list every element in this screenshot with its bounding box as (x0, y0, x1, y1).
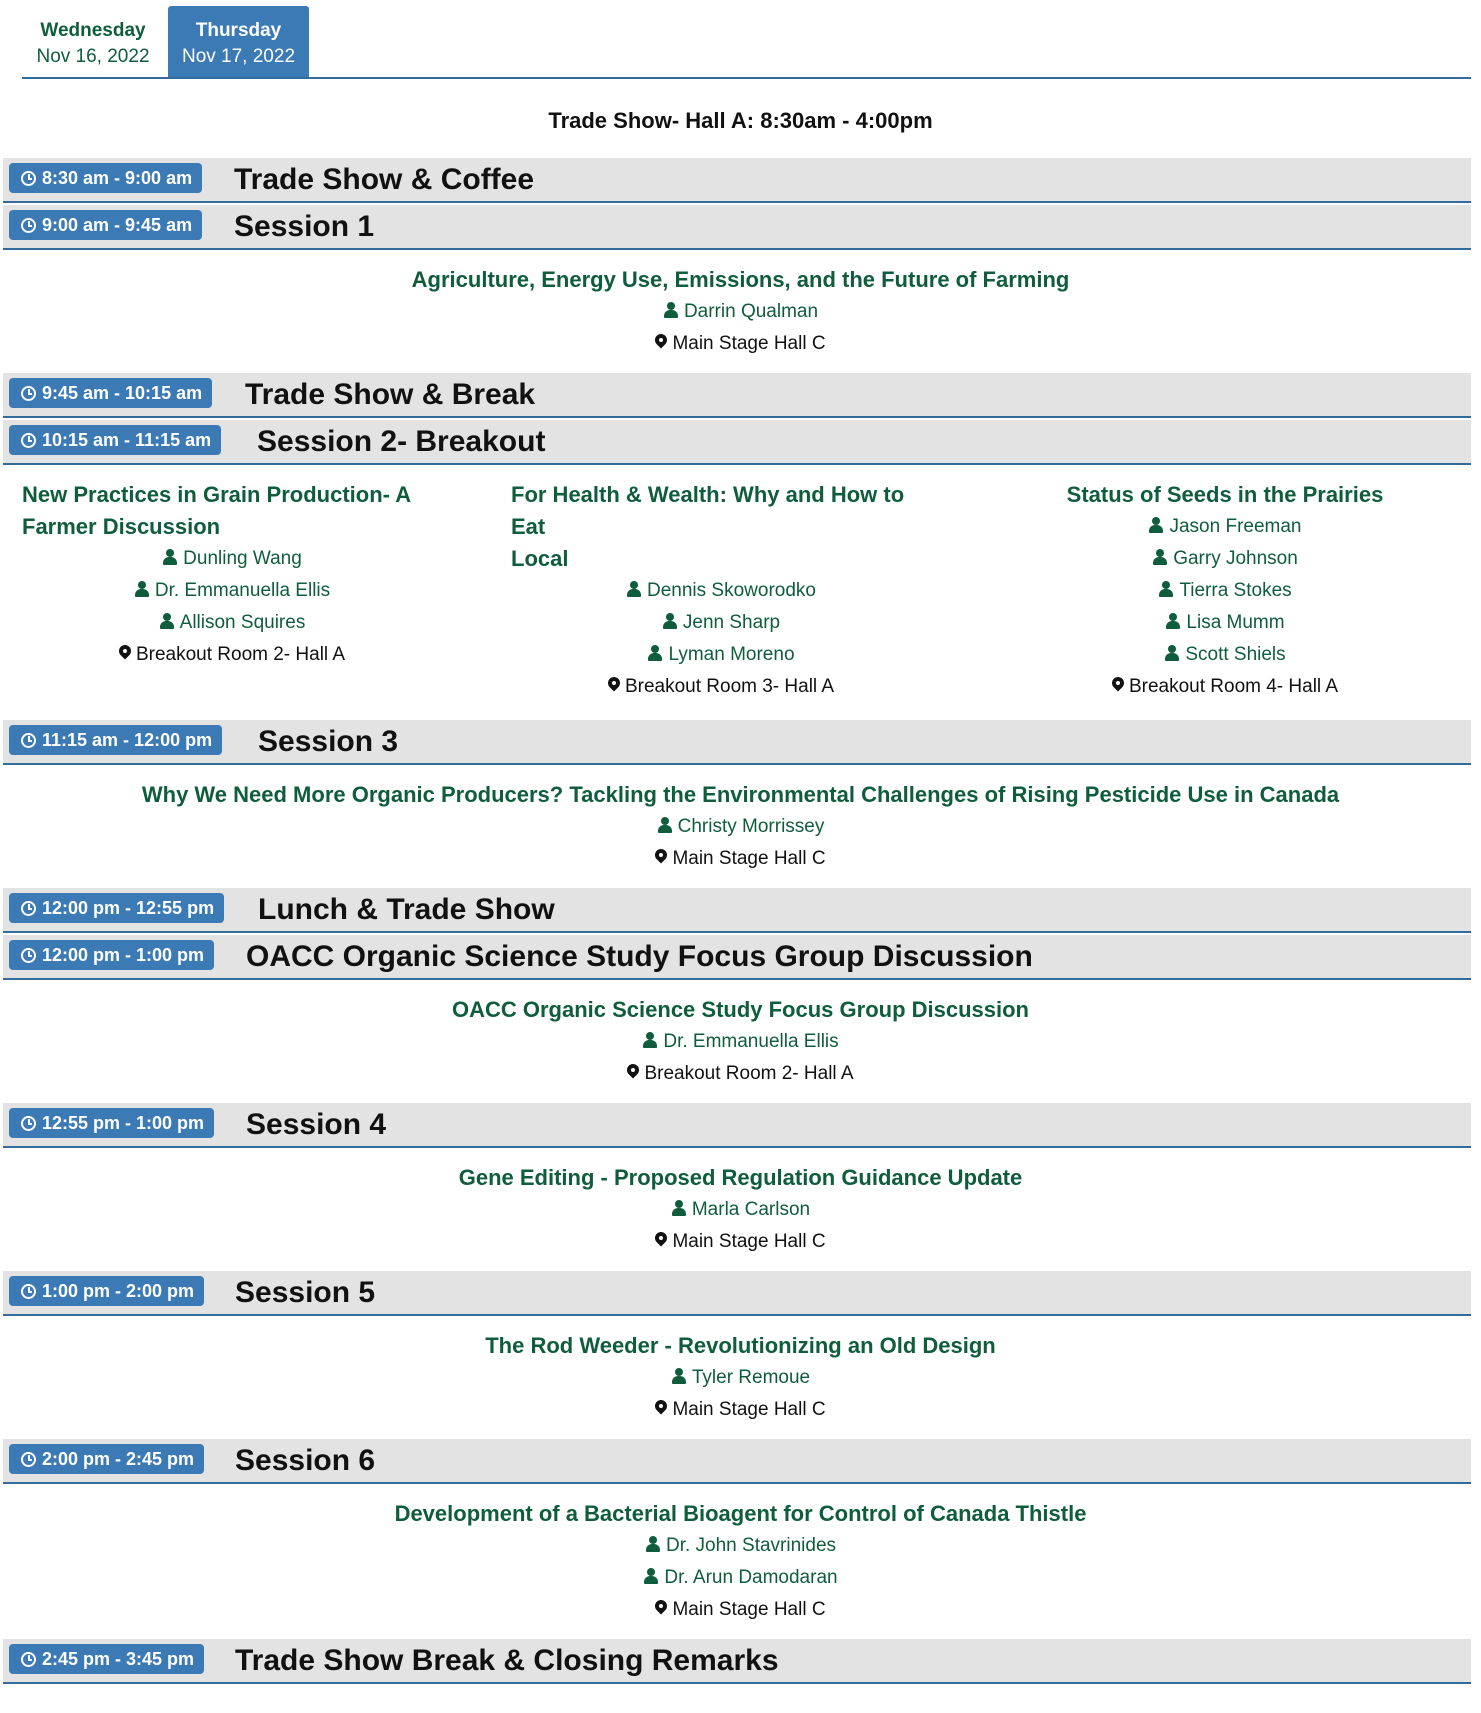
location-name: Breakout Room 4- Hall A (1128, 676, 1339, 697)
time-badge (9, 1444, 204, 1474)
speaker-name: Allison Squires (179, 612, 306, 633)
time-label: 9:00 am - 9:45 am (42, 215, 193, 235)
time-badge (9, 1644, 204, 1674)
user-icon (657, 817, 673, 833)
map-pin-icon (1112, 677, 1124, 693)
location (0, 328, 1481, 360)
location (0, 1226, 1481, 1258)
time-label: 8:30 am - 9:00 am (42, 168, 193, 188)
session-card (0, 1498, 1481, 1626)
clock-icon (21, 901, 36, 916)
session-title-line: Local (511, 546, 569, 571)
user-icon (647, 645, 663, 661)
user-icon (1165, 613, 1181, 629)
speaker-name: Dr. Arun Damodaran (664, 1567, 838, 1588)
session-title[interactable]: Development of a Bacterial Bioagent for Control of Canada Thistle (394, 1501, 1087, 1526)
time-slot-header (3, 1639, 1471, 1684)
speaker-name: Garry Johnson (1173, 548, 1298, 569)
trade-show-banner: Trade Show- Hall A: 8:30am - 4:00pm (548, 108, 933, 133)
session-card (0, 779, 1481, 875)
time-badge (9, 210, 202, 240)
clock-icon (21, 948, 36, 963)
time-slot-header (3, 1103, 1471, 1148)
clock-icon (21, 218, 36, 233)
session-title[interactable]: OACC Organic Science Study Focus Group Discussion (451, 997, 1029, 1022)
tab-thursday[interactable] (168, 6, 309, 77)
speaker[interactable] (1000, 575, 1450, 607)
time-slot-header (3, 720, 1471, 765)
speaker[interactable] (22, 607, 442, 639)
time-badge (9, 940, 214, 970)
session-title-line: New Practices in Grain Production- A (22, 482, 412, 507)
slot-title: Session 4 (246, 1108, 387, 1141)
speaker[interactable] (0, 811, 1481, 843)
speaker[interactable] (22, 543, 442, 575)
location (0, 1594, 1481, 1626)
time-slot-header (3, 888, 1471, 933)
session-title[interactable]: The Rod Weeder - Revolutionizing an Old Design (485, 1333, 996, 1358)
session-card (0, 994, 1481, 1090)
clock-icon (21, 433, 36, 448)
speaker-name: Tyler Remoue (691, 1367, 811, 1388)
speaker[interactable] (511, 607, 931, 639)
map-pin-icon (627, 1064, 639, 1080)
slot-title: Session 3 (258, 725, 399, 758)
slot-title: Trade Show & Coffee (234, 163, 535, 196)
tab-day-label: Thursday (195, 20, 282, 41)
user-icon (159, 613, 175, 629)
clock-icon (21, 1452, 36, 1467)
slot-title: OACC Organic Science Study Focus Group Discussion (246, 940, 1033, 973)
speaker-name: Marla Carlson (691, 1199, 811, 1220)
speaker-name: Christy Morrissey (677, 816, 825, 837)
speaker[interactable] (0, 1362, 1481, 1394)
tab-day-label: Wednesday (40, 20, 146, 41)
time-slot-header (3, 158, 1471, 203)
speaker[interactable] (511, 639, 931, 671)
location-name: Main Stage Hall C (672, 1599, 826, 1620)
user-icon (1148, 517, 1164, 533)
map-pin-icon (655, 849, 667, 865)
user-icon (662, 613, 678, 629)
speaker-name: Scott Shiels (1185, 644, 1286, 665)
map-pin-icon (655, 1600, 667, 1616)
location (0, 843, 1481, 875)
user-icon (134, 581, 150, 597)
slot-title: Trade Show & Break (245, 378, 536, 411)
clock-icon (21, 1652, 36, 1667)
time-label: 12:00 pm - 12:55 pm (42, 898, 215, 918)
speaker-name: Lyman Moreno (668, 644, 795, 665)
slot-title: Session 2- Breakout (257, 425, 546, 458)
speaker[interactable] (0, 296, 1481, 328)
session-card (1000, 479, 1450, 703)
tab-date-label: Nov 17, 2022 (181, 46, 296, 67)
location-name: Breakout Room 2- Hall A (644, 1063, 854, 1084)
location (22, 639, 442, 671)
speaker[interactable] (0, 1194, 1481, 1226)
time-label: 11:15 am - 12:00 pm (42, 730, 213, 750)
session-title-line: Farmer Discussion (22, 514, 221, 539)
clock-icon (21, 1284, 36, 1299)
location-name: Main Stage Hall C (672, 1399, 826, 1420)
day-tabs (22, 6, 1471, 79)
speaker-name: Darrin Qualman (683, 301, 819, 322)
location-name: Main Stage Hall C (672, 848, 826, 869)
time-label: 9:45 am - 10:15 am (42, 383, 203, 403)
user-icon (162, 549, 178, 565)
session-title[interactable] (511, 479, 931, 575)
clock-icon (21, 171, 36, 186)
speaker[interactable] (511, 575, 931, 607)
time-badge (9, 893, 224, 923)
speaker-name: Dr. Emmanuella Ellis (154, 580, 331, 601)
speaker[interactable] (0, 1530, 1481, 1562)
speaker[interactable] (1000, 511, 1450, 543)
user-icon (663, 302, 679, 318)
location-name: Main Stage Hall C (672, 1231, 826, 1252)
session-title-line: For Health & Wealth: Why and How to Eat (511, 482, 905, 539)
user-icon (643, 1568, 659, 1584)
time-badge (9, 725, 222, 755)
location-name: Main Stage Hall C (672, 333, 826, 354)
user-icon (671, 1368, 687, 1384)
time-badge (9, 163, 202, 193)
user-icon (1152, 549, 1168, 565)
time-label: 1:00 pm - 2:00 pm (42, 1281, 195, 1301)
session-card (0, 1162, 1481, 1258)
slot-title: Trade Show Break & Closing Remarks (235, 1644, 779, 1677)
map-pin-icon (655, 1400, 667, 1416)
session-title[interactable]: Agriculture, Energy Use, Emissions, and the Future of Farming (411, 267, 1070, 292)
time-label: 12:55 pm - 1:00 pm (42, 1113, 205, 1133)
map-pin-icon (119, 645, 131, 661)
clock-icon (21, 733, 36, 748)
speaker-name: Jenn Sharp (682, 612, 781, 633)
user-icon (1158, 581, 1174, 597)
session-title[interactable]: Status of Seeds in the Prairies (1066, 482, 1384, 507)
location (1000, 671, 1450, 703)
time-slot-header (3, 1439, 1471, 1484)
time-badge (9, 1276, 204, 1306)
slot-title: Session 1 (234, 210, 375, 243)
time-badge (9, 378, 212, 408)
speaker-name: Tierra Stokes (1179, 580, 1292, 601)
time-slot-header (3, 373, 1471, 418)
time-label: 10:15 am - 11:15 am (42, 430, 212, 450)
location-name: Breakout Room 2- Hall A (135, 644, 346, 665)
speaker[interactable] (1000, 639, 1450, 671)
session-title[interactable] (22, 479, 442, 543)
time-slot-header (3, 935, 1471, 980)
speaker[interactable] (0, 1026, 1481, 1058)
session-card (0, 1330, 1481, 1426)
session-title[interactable]: Gene Editing - Proposed Regulation Guidance Update (458, 1165, 1023, 1190)
speaker-name: Dr. John Stavrinides (665, 1535, 837, 1556)
slot-title: Session 5 (235, 1276, 376, 1309)
clock-icon (21, 1116, 36, 1131)
session-card (22, 479, 442, 671)
speaker-name: Jason Freeman (1169, 516, 1302, 537)
session-card (0, 264, 1481, 360)
user-icon (626, 581, 642, 597)
time-slot-header (3, 1271, 1471, 1316)
time-badge (9, 425, 221, 455)
speaker-name: Dunling Wang (183, 548, 302, 569)
speaker[interactable] (1000, 607, 1450, 639)
user-icon (671, 1200, 687, 1216)
map-pin-icon (608, 677, 620, 693)
location-name: Breakout Room 3- Hall A (624, 676, 835, 697)
user-icon (645, 1536, 661, 1552)
speaker-name: Lisa Mumm (1186, 612, 1285, 633)
tab-date-label: Nov 16, 2022 (36, 46, 150, 67)
user-icon (642, 1032, 658, 1048)
slot-title: Session 6 (235, 1444, 376, 1477)
time-badge (9, 1108, 214, 1138)
session-card (511, 479, 931, 703)
time-label: 2:45 pm - 3:45 pm (42, 1649, 195, 1669)
speaker-name: Dennis Skoworodko (647, 580, 816, 601)
time-label: 2:00 pm - 2:45 pm (42, 1449, 195, 1469)
time-slot-header (3, 205, 1471, 250)
slot-title: Lunch & Trade Show (258, 893, 555, 926)
speaker[interactable] (1000, 543, 1450, 575)
user-icon (1164, 645, 1180, 661)
time-label: 12:00 pm - 1:00 pm (42, 945, 205, 965)
map-pin-icon (655, 334, 667, 350)
session-title[interactable]: Why We Need More Organic Producers? Tackling the Environmental Challenges of Rising Pesticide Use in Canada (141, 782, 1340, 807)
time-slot-header (3, 420, 1471, 465)
location (0, 1058, 1481, 1090)
speaker-name: Dr. Emmanuella Ellis (663, 1031, 839, 1052)
clock-icon (21, 386, 36, 401)
location (0, 1394, 1481, 1426)
speaker[interactable] (0, 1562, 1481, 1594)
speaker[interactable] (22, 575, 442, 607)
location (511, 671, 931, 703)
tab-wednesday[interactable] (22, 6, 164, 77)
map-pin-icon (655, 1232, 667, 1248)
